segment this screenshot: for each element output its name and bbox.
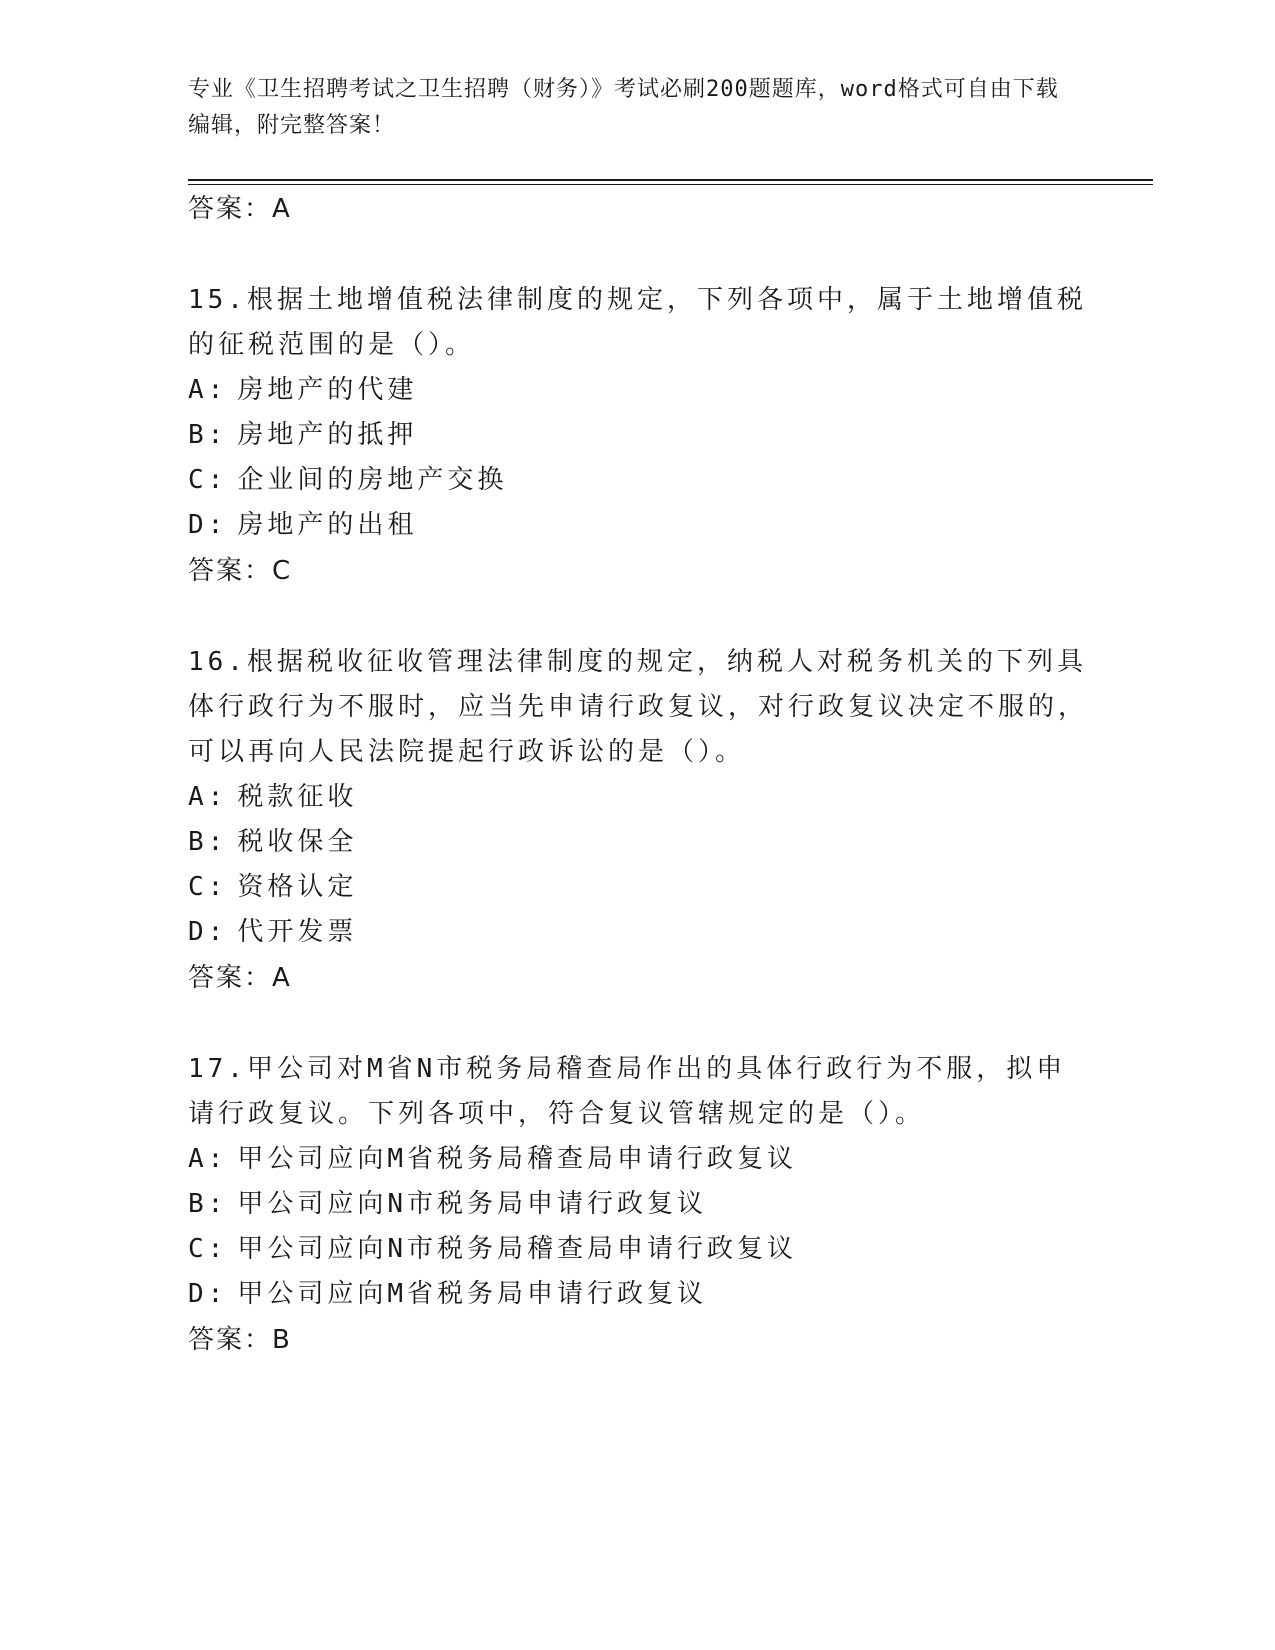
option-b bbox=[188, 1182, 1088, 1227]
option-d bbox=[188, 1272, 1088, 1317]
question-16 bbox=[188, 640, 1088, 1001]
option-text: 代开发票 bbox=[237, 917, 358, 947]
option-text: 资格认定 bbox=[237, 872, 358, 902]
option-key: C: bbox=[188, 465, 228, 495]
option-key: C: bbox=[188, 1234, 228, 1264]
question-stem: 15.根据土地增值税法律制度的规定，下列各项中，属于土地增值税的征税范围的是（）。 bbox=[188, 285, 1087, 360]
option-key: B: bbox=[188, 827, 228, 857]
spacer bbox=[188, 232, 1088, 278]
previous-answer: 答案：A bbox=[188, 194, 292, 224]
option-a bbox=[188, 1137, 1088, 1182]
option-c bbox=[188, 865, 1088, 910]
option-text: 甲公司应向N市税务局申请行政复议 bbox=[237, 1189, 707, 1219]
option-a bbox=[188, 775, 1088, 820]
option-b bbox=[188, 413, 1088, 458]
option-key: B: bbox=[188, 420, 228, 450]
question-stem: 16.根据税收征收管理法律制度的规定，纳税人对税务机关的下列具体行政行为不服时，应当先申请行政复议，对行政复议决定不服的，可以再向人民法院提起行政诉讼的是（）。 bbox=[188, 647, 1089, 767]
option-c bbox=[188, 458, 1088, 503]
question-answer: 答案：C bbox=[188, 556, 293, 586]
option-key: D: bbox=[188, 510, 228, 540]
question-answer: 答案：A bbox=[188, 963, 292, 993]
spacer bbox=[188, 1001, 1088, 1047]
question-answer: 答案：B bbox=[188, 1325, 292, 1355]
option-key: A: bbox=[188, 1144, 228, 1174]
option-text: 税收保全 bbox=[237, 827, 358, 857]
option-text: 甲公司应向M省税务局申请行政复议 bbox=[237, 1279, 707, 1309]
option-d bbox=[188, 503, 1088, 548]
option-b bbox=[188, 820, 1088, 865]
option-key: C: bbox=[188, 872, 228, 902]
option-key: B: bbox=[188, 1189, 228, 1219]
option-text: 甲公司应向M省税务局稽查局申请行政复议 bbox=[237, 1144, 797, 1174]
option-a bbox=[188, 368, 1088, 413]
option-key: D: bbox=[188, 1279, 228, 1309]
option-text: 房地产的出租 bbox=[237, 510, 418, 540]
option-key: D: bbox=[188, 917, 228, 947]
option-key: A: bbox=[188, 782, 228, 812]
document-body bbox=[188, 186, 1088, 1363]
option-d bbox=[188, 910, 1088, 955]
question-17 bbox=[188, 1047, 1088, 1363]
document-header: 专业《卫生招聘考试之卫生招聘（财务）》考试必刷200题题库，word格式可自由下载编辑，附完整答案！ bbox=[188, 77, 1059, 138]
question-stem: 17.甲公司对M省N市税务局稽查局作出的具体行政行为不服，拟申请行政复议。下列各项中，符合复议管辖规定的是（）。 bbox=[188, 1054, 1067, 1129]
question-15 bbox=[188, 278, 1088, 594]
option-text: 房地产的抵押 bbox=[237, 420, 418, 450]
option-text: 税款征收 bbox=[237, 782, 358, 812]
option-text: 企业间的房地产交换 bbox=[237, 465, 508, 495]
option-text: 甲公司应向N市税务局稽查局申请行政复议 bbox=[237, 1234, 797, 1264]
header-divider-thick bbox=[188, 179, 1153, 181]
option-key: A: bbox=[188, 375, 228, 405]
header-divider-thin bbox=[188, 184, 1153, 185]
spacer bbox=[188, 594, 1088, 640]
option-text: 房地产的代建 bbox=[237, 375, 418, 405]
option-c bbox=[188, 1227, 1088, 1272]
